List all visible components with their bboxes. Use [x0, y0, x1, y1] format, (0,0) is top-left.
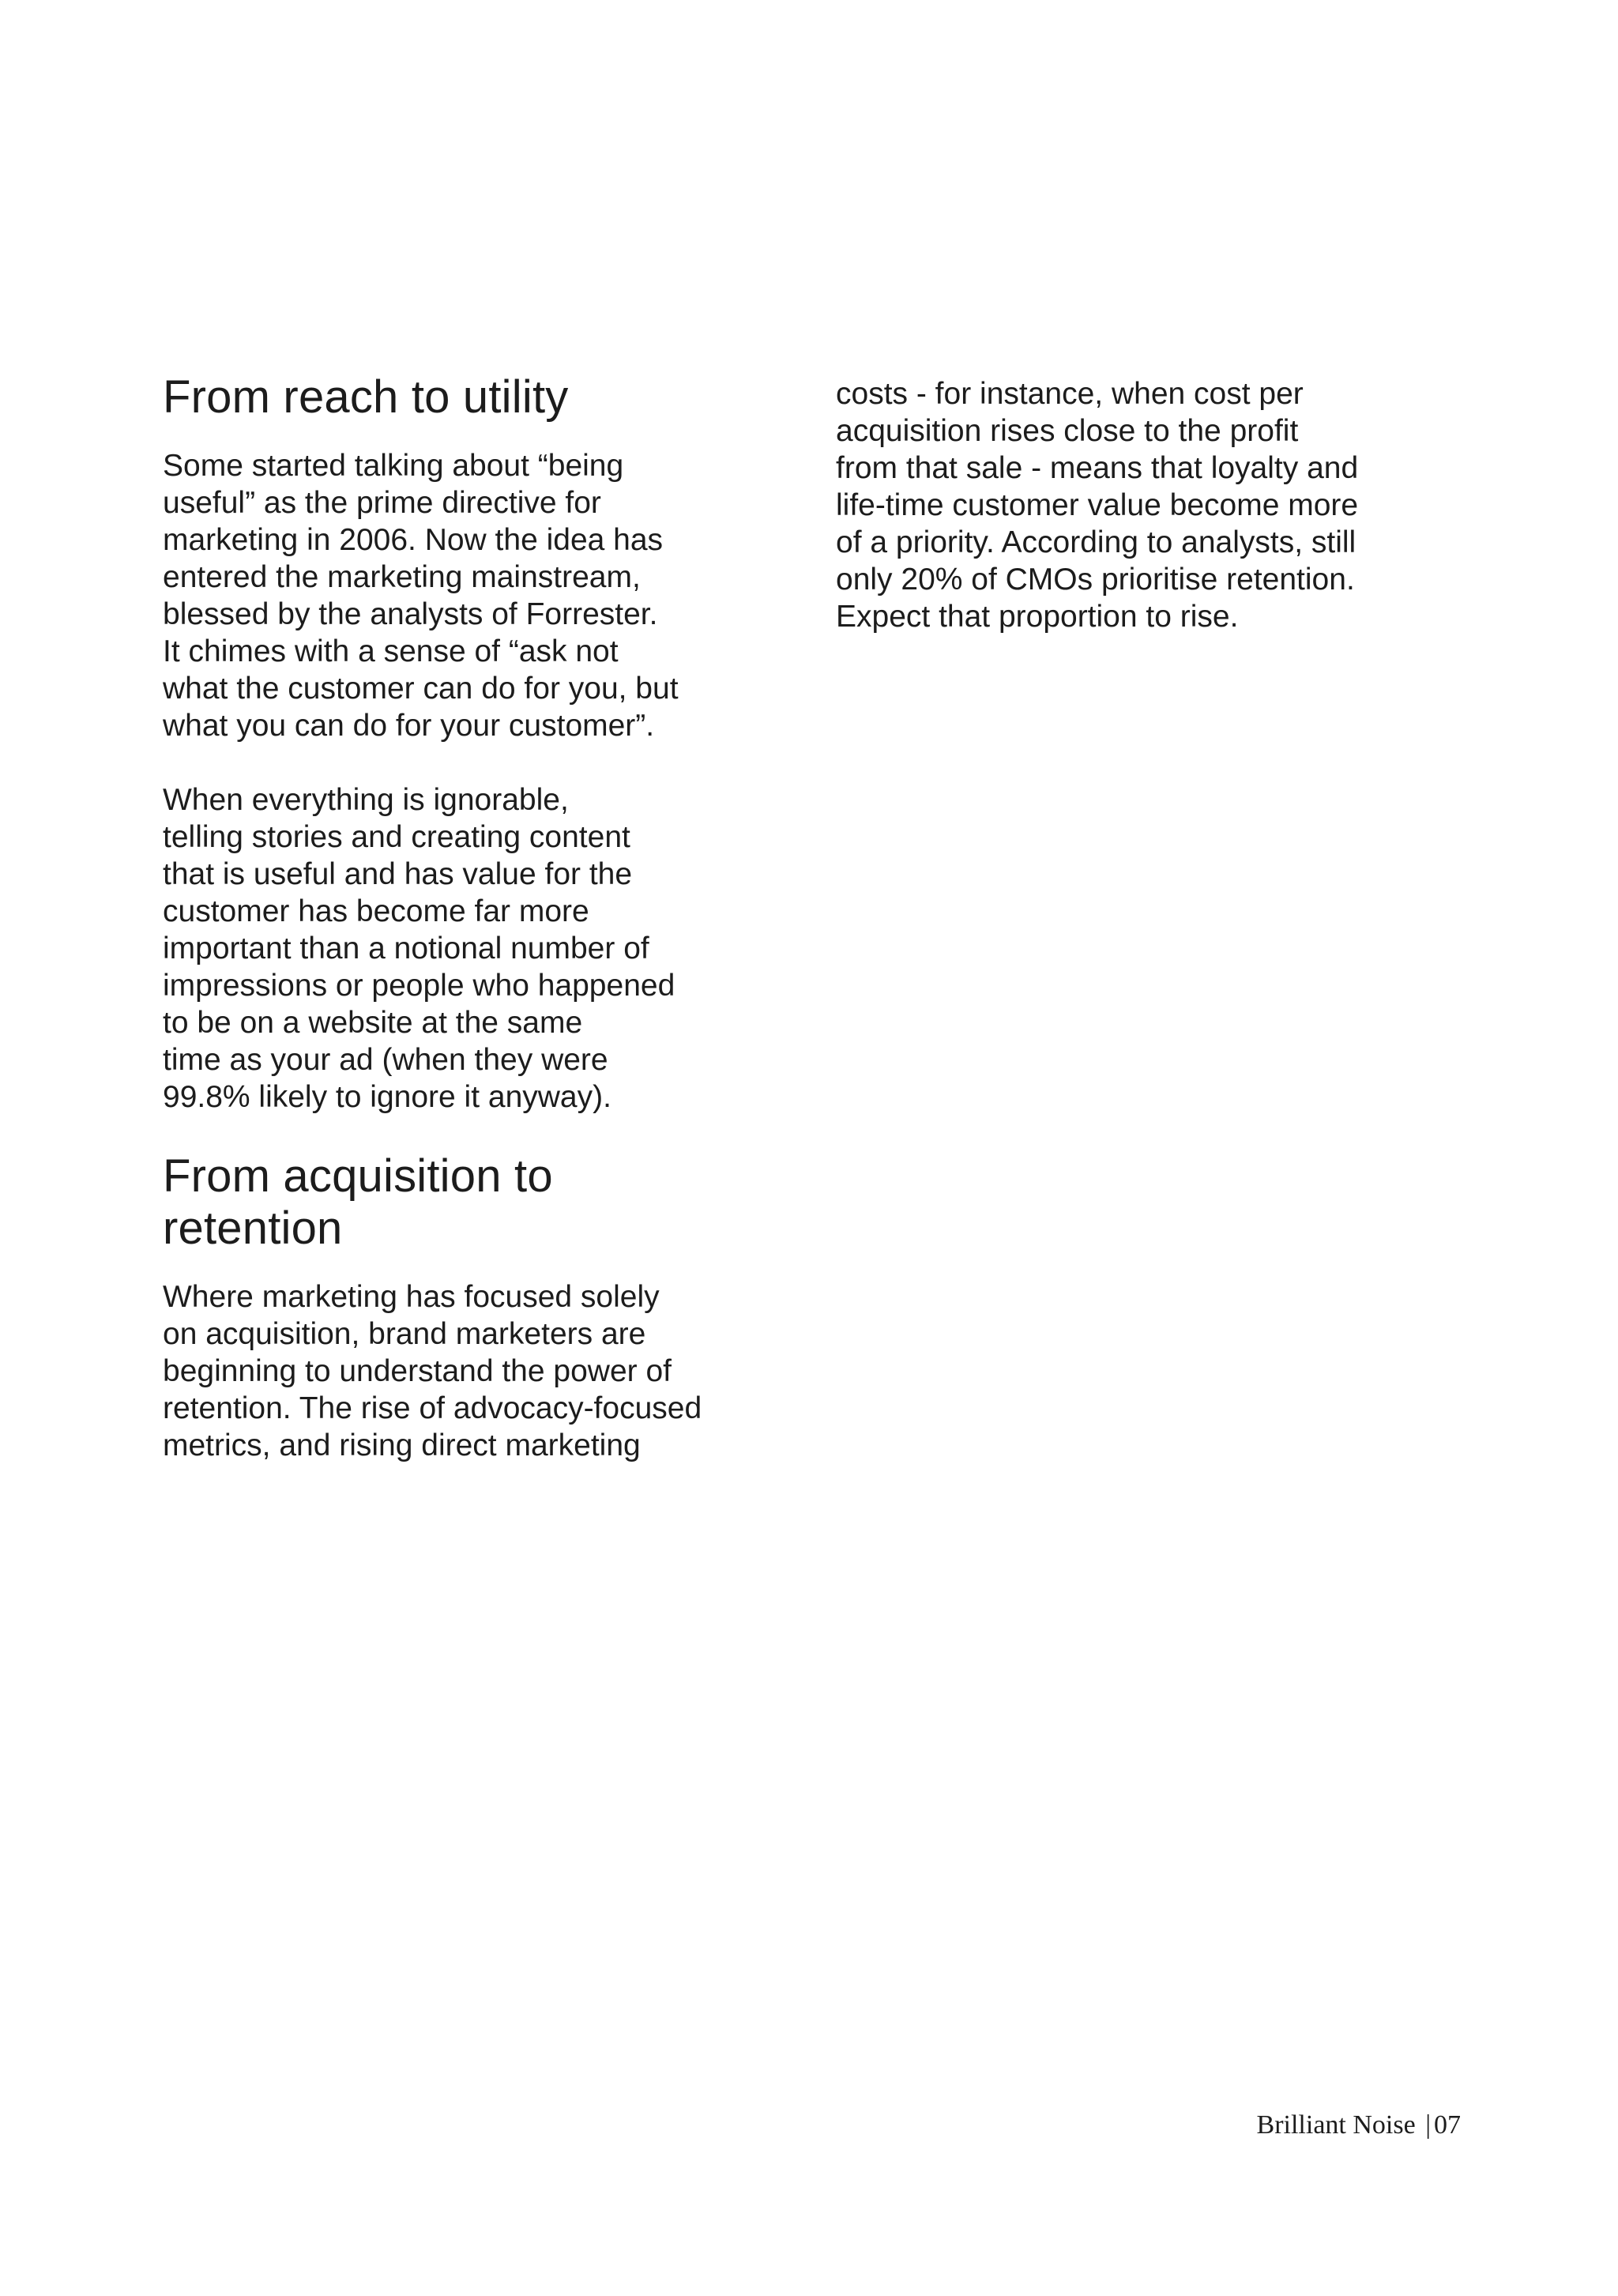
page-number: 07 [1434, 2110, 1461, 2140]
body-paragraph: Where marketing has focused solely on acquisition, brand marketers are beginning to understand the power of retention. The rise of advocacy-focused metrics, and rising direct marketing [163, 1280, 702, 1462]
footer-brand: Brilliant Noise [1256, 2110, 1416, 2140]
section-heading-reach-to-utility: From reach to utility [163, 371, 569, 423]
body-paragraph: Some started talking about “being useful” as the prime directive for marketing in 2006. Now the idea has entered the marketing mainstream, blessed by the analysts of Forrester. It chimes with a sense of “ask not what the customer can do for you, but what you can do for your customer”. [163, 449, 679, 743]
body-paragraph: When everything is ignorable, telling stories and creating content that is useful and has value for the customer has become far more important than a notional number of impressions or people who happened to be on a website at the same time as your ad (when they were 99.8% likely to ignore it anyway). [163, 783, 675, 1114]
left-column [163, 371, 795, 1464]
right-column [836, 375, 1468, 635]
footer-separator: | [1425, 2110, 1431, 2140]
page-footer [1257, 2110, 1461, 2141]
section-heading-acquisition-to-retention: From acquisition to retention [163, 1150, 553, 1254]
body-paragraph: costs - for instance, when cost per acquisition rises close to the profit from that sale - means that loyalty and life-time customer value become more of a priority. According to analysts, still only 20% of CMOs prioritise retention. Expect that proportion to rise. [836, 377, 1359, 634]
